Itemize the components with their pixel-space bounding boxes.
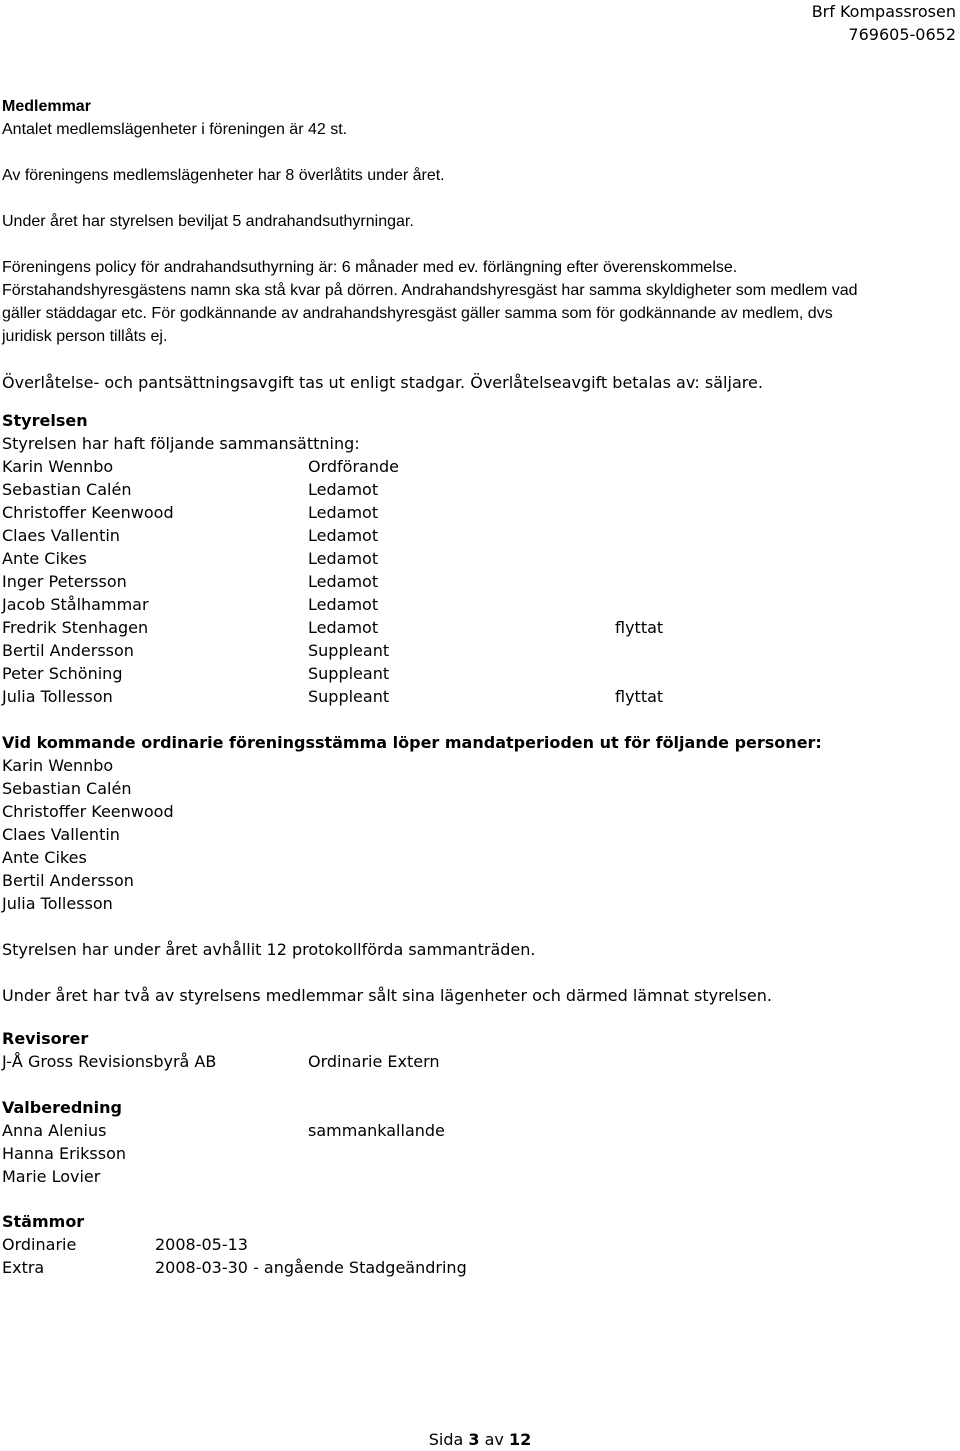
board-member-role: Ledamot — [308, 595, 379, 614]
auditor-role: Ordinarie Extern — [308, 1052, 440, 1071]
mandate-name: Claes Vallentin — [2, 825, 120, 844]
nomination-row — [2, 1165, 952, 1188]
meeting-row — [2, 1256, 952, 1279]
board-member-role: Ledamot — [308, 572, 379, 591]
meetings-heading: Stämmor — [2, 1212, 85, 1231]
meeting-date: 2008-05-13 — [155, 1235, 248, 1254]
board-row — [2, 593, 952, 616]
meetings-list — [2, 1233, 952, 1279]
board-row — [2, 570, 952, 593]
members-count: Antalet medlemslägenheter i föreningen är 42 st. — [2, 121, 348, 138]
mandate-name: Julia Tollesson — [2, 894, 113, 913]
auditor-row — [2, 1050, 952, 1073]
board-member-role: Suppleant — [308, 664, 390, 683]
board-row — [2, 616, 952, 639]
board-sold-text: Under året har två av styrelsens medlemmar sålt sina lägenheter och därmed lämnat styrelsen. — [2, 986, 772, 1005]
board-row — [2, 478, 952, 501]
board-row — [2, 685, 952, 708]
policy-line-3: gäller städdagar etc. För godkännande av andrahandshyresgäst gäller samma som för godkännande av medlem, dvs — [2, 305, 833, 322]
nomination-name: Marie Lovier — [2, 1167, 101, 1186]
board-member-name: Peter Schöning — [2, 664, 123, 683]
auditors-heading: Revisorer — [2, 1029, 89, 1048]
mandate-name: Christoffer Keenwood — [2, 802, 174, 821]
board-row — [2, 501, 952, 524]
meeting-type: Extra — [2, 1258, 45, 1277]
footer-total: 12 — [509, 1430, 532, 1449]
board-member-role: Ledamot — [308, 526, 379, 545]
board-heading: Styrelsen — [2, 411, 88, 430]
nomination-role: sammankallande — [308, 1121, 445, 1140]
auditors-section — [2, 1027, 952, 1073]
board-member-role: Suppleant — [308, 641, 390, 660]
nomination-row — [2, 1142, 952, 1165]
members-section — [2, 95, 952, 394]
members-transfers: Av föreningens medlemslägenheter har 8 överlåtits under året. — [2, 167, 445, 184]
footer-page: 3 — [468, 1430, 480, 1449]
board-intro: Styrelsen har haft följande sammansättning: — [2, 434, 360, 453]
board-member-role: Ledamot — [308, 549, 379, 568]
mandate-section — [2, 731, 952, 1007]
board-member-name: Claes Vallentin — [2, 526, 120, 545]
board-table — [2, 455, 952, 708]
mandate-name: Ante Cikes — [2, 848, 87, 867]
board-member-name: Jacob Stålhammar — [2, 595, 149, 614]
org-name: Brf Kompassrosen — [811, 2, 956, 21]
nomination-name: Hanna Eriksson — [2, 1144, 127, 1163]
board-member-name: Karin Wennbo — [2, 457, 114, 476]
mandate-list — [2, 754, 952, 915]
policy-line-2: Förstahandshyresgästens namn ska stå kvar på dörren. Andrahandshyresgäst har samma skyldigheter som medlem vad — [2, 282, 858, 299]
board-section — [2, 409, 952, 708]
policy-line-4: juridisk person tillåts ej. — [2, 328, 168, 345]
board-member-name: Inger Petersson — [2, 572, 127, 591]
org-number: 769605-0652 — [848, 25, 956, 44]
board-row — [2, 662, 952, 685]
footer-mid: av — [484, 1430, 504, 1449]
board-member-role: Ledamot — [308, 480, 379, 499]
board-row — [2, 524, 952, 547]
fee-text: Överlåtelse- och pantsättningsavgift tas ut enligt stadgar. Överlåtelseavgift betalas av: säljare. — [2, 373, 763, 392]
meeting-row — [2, 1233, 952, 1256]
meeting-date: 2008-03-30 - angående Stadgeändring — [155, 1258, 467, 1277]
nomination-name: Anna Alenius — [2, 1121, 107, 1140]
board-member-role: Ledamot — [308, 618, 379, 637]
board-member-name: Julia Tollesson — [2, 687, 113, 706]
footer-prefix: Sida — [428, 1430, 464, 1449]
nomination-row — [2, 1119, 952, 1142]
mandate-heading: Vid kommande ordinarie föreningsstämma löper mandatperioden ut för följande personer: — [2, 733, 822, 752]
board-row — [2, 547, 952, 570]
members-sublets: Under året har styrelsen beviljat 5 andrahandsuthyrningar. — [2, 213, 414, 230]
members-heading: Medlemmar — [2, 98, 91, 115]
meetings-section — [2, 1210, 952, 1279]
page-header — [812, 0, 956, 46]
auditor-name: J-Å Gross Revisionsbyrå AB — [2, 1052, 217, 1071]
board-member-name: Fredrik Stenhagen — [2, 618, 149, 637]
nomination-heading: Valberedning — [2, 1098, 123, 1117]
mandate-name: Sebastian Calén — [2, 779, 132, 798]
board-member-name: Ante Cikes — [2, 549, 87, 568]
board-member-note: flyttat — [615, 618, 664, 637]
board-member-role: Ledamot — [308, 503, 379, 522]
meeting-type: Ordinarie — [2, 1235, 77, 1254]
board-member-role: Ordförande — [308, 457, 399, 476]
board-member-note: flyttat — [615, 687, 664, 706]
meetings-count-text: Styrelsen har under året avhållit 12 protokollförda sammanträden. — [2, 940, 536, 959]
board-row — [2, 639, 952, 662]
board-member-name: Christoffer Keenwood — [2, 503, 174, 522]
policy-line-1: Föreningens policy för andrahandsuthyrning är: 6 månader med ev. förlängning efter överenskommelse. — [2, 259, 738, 276]
board-member-name: Bertil Andersson — [2, 641, 134, 660]
mandate-name: Karin Wennbo — [2, 756, 114, 775]
board-row — [2, 455, 952, 478]
mandate-name: Bertil Andersson — [2, 871, 134, 890]
board-member-role: Suppleant — [308, 687, 390, 706]
nomination-list — [2, 1119, 952, 1188]
nomination-section — [2, 1096, 952, 1188]
board-member-name: Sebastian Calén — [2, 480, 132, 499]
